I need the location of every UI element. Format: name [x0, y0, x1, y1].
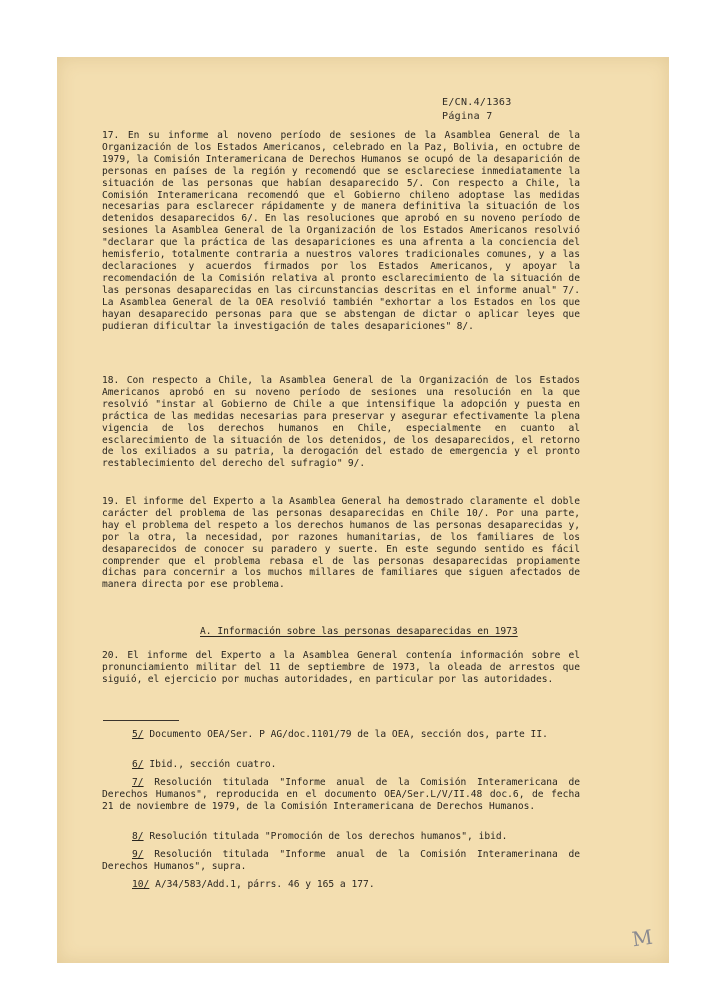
page-number: Página 7	[442, 111, 493, 122]
footnote-ref: 7/	[132, 777, 144, 788]
footnote-separator	[103, 720, 179, 721]
paragraph-20: 20. El informe del Experto a la Asamblea General contenía información sobre el pronunciamiento militar del 11 de septiembre de 1973, la oleada de arrestos que siguió, el ejercicio por muchas autoridades, en particular por las autoridades.	[102, 650, 580, 685]
footnote-text: Ibid., sección cuatro.	[143, 759, 277, 770]
footnote-6	[102, 759, 580, 771]
footnote-text: Resolución titulada "Informe anual de la Comisión Interamericana de Derechos Humanos", reproducida en el documento OEA/Ser.L/V/II.48 doc.6, de fecha 21 de noviembre de 1979, de la Comisión Interamericana de Derechos Humanos.	[102, 777, 580, 812]
footnote-9	[102, 849, 580, 873]
footnote-text: A/34/583/Add.1, párrs. 46 y 165 a 177.	[149, 879, 375, 890]
footnote-ref: 6/	[132, 759, 144, 770]
footnote-ref: 5/	[132, 729, 144, 740]
footnote-ref: 9/	[132, 849, 144, 860]
footnote-text: Resolución titulada "Promoción de los derechos humanos", ibid.	[143, 831, 508, 842]
document-symbol: E/CN.4/1363	[442, 97, 512, 108]
section-heading-a: A. Información sobre las personas desaparecidas en 1973	[200, 626, 518, 637]
footnote-10	[102, 879, 580, 891]
footnote-8	[102, 831, 580, 843]
footnote-ref: 10/	[132, 879, 150, 890]
footnote-ref: 8/	[132, 831, 144, 842]
document-header	[442, 96, 512, 124]
handwritten-mark: M	[630, 924, 655, 952]
paragraph-18: 18. Con respecto a Chile, la Asamblea General de la Organización de los Estados Americanos aprobó en su noveno período de sesiones una resolución en la que resolvió "instar al Gobierno de Chile a que intensifique la adopción y puesta en práctica de las medidas necesarias para preservar y asegurar efectivamente la plena vigencia de los derechos humanos en Chile, especialmente en cuanto al esclarecimiento de la situación de los detenidos, de los desaparecidos, el retorno de los exiliados a su patria, la derogación del estado de emergencia y el pronto restablecimiento del derecho del sufragio" 9/.	[102, 375, 580, 470]
paragraph-19: 19. El informe del Experto a la Asamblea General ha demostrado claramente el doble carácter del problema de las personas desaparecidas en Chile 10/. Por una parte, hay el problema del respeto a los derechos humanos de las personas desaparecidas y, por la otra, la necesidad, por razones humanitarias, de los familiares de los desaparecidos de conocer su paradero y suerte. En este segundo sentido es fácil comprender que el problema rebasa el de las personas desaparecidas propiamente dichas para concernir a los muchos millares de familiares que siguen afectados de manera directa por ese problema.	[102, 496, 580, 591]
footnote-5	[102, 729, 580, 741]
footnote-text: Documento OEA/Ser. P AG/doc.1101/79 de la OEA, sección dos, parte II.	[143, 729, 548, 740]
footnote-7	[102, 777, 580, 813]
paragraph-17: 17. En su informe al noveno período de sesiones de la Asamblea General de la Organización de los Estados Americanos, celebrado en la Paz, Bolivia, en octubre de 1979, la Comisión Interamericana de Derechos Humanos se ocupó de la desaparición de personas en países de la región y recomendó que se esclareciese inmediatamente la situación de las personas que habían desaparecido 5/. Con respecto a Chile, la Comisión Interamericana recomendó que el Gobierno chileno adoptase las medidas necesarias para esclarecer rápidamente y de manera definitiva la situación de los detenidos desaparecidos 6/. En las resoluciones que aprobó en su noveno período de sesiones la Asamblea General de la Organización de los Estados Americanos resolvió "declarar que la práctica de las desapariciones es una afrenta a la conciencia del hemisferio, totalmente contraria a nuestros valores tradicionales comunes, y a las declaraciones y acuerdos firmados por los Estados Americanos, y apoyar la recomendación de la Comisión relativa al pronto esclarecimiento de la situación de las personas desaparecidas en las circunstancias descritas en el informe anual" 7/. La Asamblea General de la OEA resolvió también "exhortar a los Estados en los que hayan desaparecido personas para que se abstengan de dictar o aplicar leyes que pudieran dificultar la investigación de tales desapariciones" 8/.	[102, 130, 580, 332]
footnote-text: Resolución titulada "Informe anual de la Comisión Interamerinana de Derechos Humanos", supra.	[102, 849, 580, 872]
